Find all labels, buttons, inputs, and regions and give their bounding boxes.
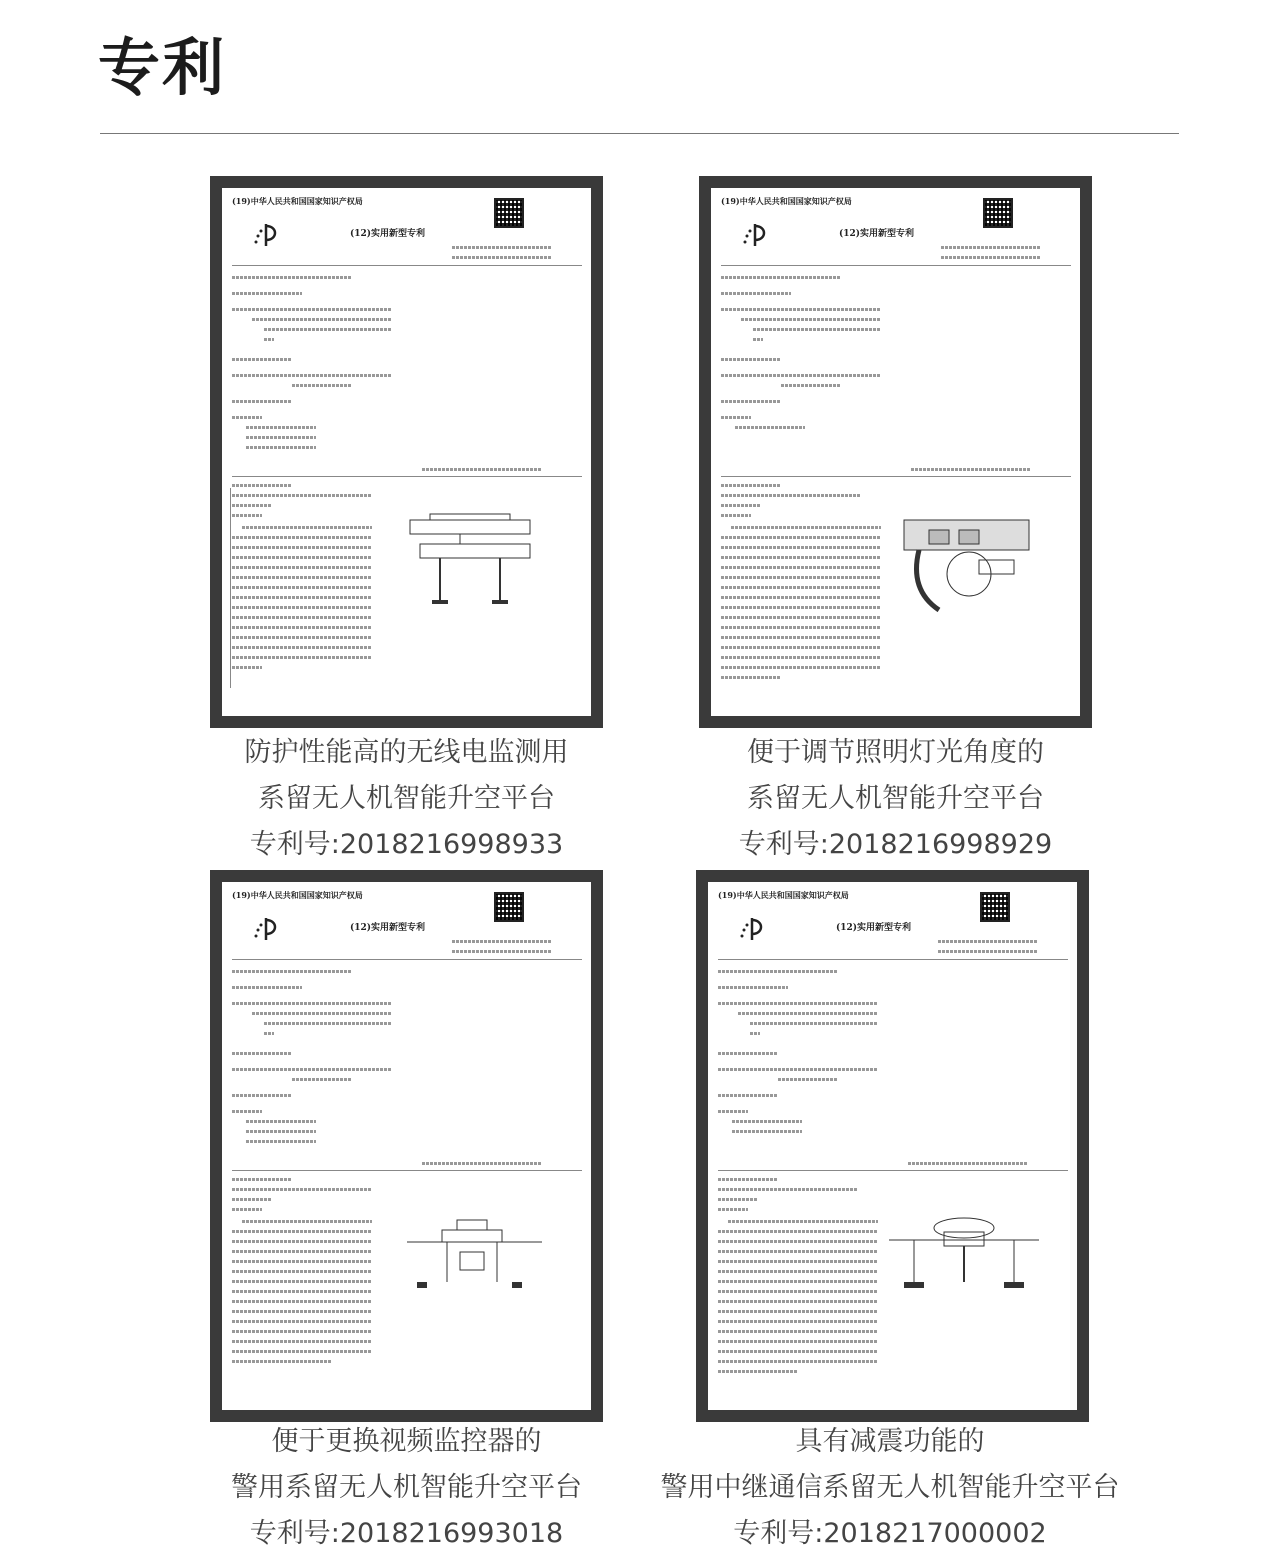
patent-type-label: (12)实用新型专利	[836, 923, 912, 933]
patent-title-line-2: 警用系留无人机智能升空平台	[231, 1472, 582, 1503]
patent-caption	[210, 1419, 603, 1557]
patent-caption	[640, 1419, 1140, 1557]
patent-drawing	[884, 1202, 1044, 1312]
patent-type-label: (12)实用新型专利	[350, 229, 426, 239]
patent-document-frame	[696, 870, 1089, 1422]
patent-title-line-1: 便于调节照明灯光角度的	[747, 737, 1044, 768]
patent-document-frame	[210, 870, 603, 1422]
patent-number: 专利号:2018216998929	[738, 829, 1053, 860]
patent-title-line-2: 系留无人机智能升空平台	[258, 783, 555, 814]
patent-title-line-1: 便于更换视频监控器的	[271, 1426, 542, 1457]
patent-title-line-1: 具有减震功能的	[795, 1426, 985, 1457]
patent-type-label: (12)实用新型专利	[839, 229, 915, 239]
patent-type-label: (12)实用新型专利	[350, 923, 426, 933]
patent-office-logo-icon	[252, 222, 282, 248]
patent-number: 专利号:2018217000002	[733, 1518, 1047, 1549]
patent-document-image	[222, 882, 591, 1410]
patent-title-line-2: 警用中继通信系留无人机智能升空平台	[660, 1472, 1120, 1503]
qr-code-icon	[980, 892, 1010, 922]
office-header: (19)中华人民共和国国家知识产权局	[232, 196, 363, 206]
patent-caption	[699, 730, 1092, 868]
patent-document-image	[711, 188, 1080, 716]
qr-code-icon	[494, 198, 524, 228]
patent-caption	[210, 730, 603, 868]
patent-document-frame	[210, 176, 603, 728]
qr-code-icon	[983, 198, 1013, 228]
patent-title-line-1: 防护性能高的无线电监测用	[244, 737, 569, 768]
patent-office-logo-icon	[741, 222, 771, 248]
page-title: 专利	[98, 31, 227, 104]
office-header: (19)中华人民共和国国家知识产权局	[718, 890, 849, 900]
patent-drawing	[400, 510, 550, 620]
patent-drawing	[402, 1212, 552, 1302]
patent-drawing	[899, 510, 1039, 620]
patent-document-image	[708, 882, 1077, 1410]
qr-code-icon	[494, 892, 524, 922]
office-header: (19)中华人民共和国国家知识产权局	[232, 890, 363, 900]
patent-document-frame	[699, 176, 1092, 728]
patent-document-image	[222, 188, 591, 716]
patent-number: 专利号:2018216998933	[249, 829, 564, 860]
patent-number: 专利号:2018216993018	[249, 1518, 564, 1549]
patent-title-line-2: 系留无人机智能升空平台	[747, 783, 1044, 814]
title-divider	[100, 133, 1179, 134]
patent-office-logo-icon	[738, 916, 768, 942]
office-header: (19)中华人民共和国国家知识产权局	[721, 196, 852, 206]
patent-office-logo-icon	[252, 916, 282, 942]
